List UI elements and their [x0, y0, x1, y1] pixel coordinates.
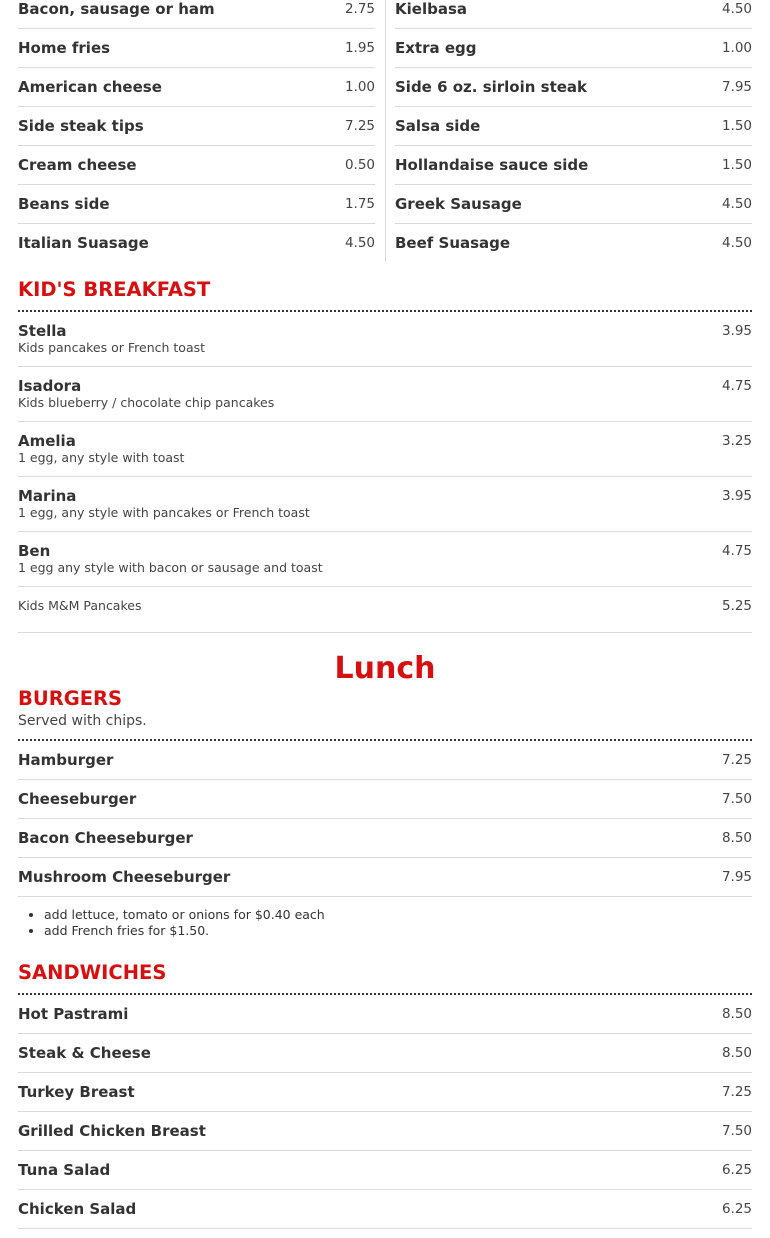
item-price: 4.75 [721, 378, 752, 394]
item-price: 1.50 [721, 118, 752, 134]
kids-breakfast-section [18, 278, 752, 633]
list-item [18, 1151, 752, 1190]
item-name: Cheeseburger [18, 790, 137, 808]
list-item [18, 1073, 752, 1112]
list-item [18, 146, 375, 185]
item-name: Extra egg [395, 39, 477, 57]
item-description: 1 egg, any style with toast [18, 450, 185, 465]
item-name: Marina [18, 487, 77, 505]
list-item [18, 858, 752, 897]
item-name: Stella [18, 322, 67, 340]
sides-left-column [18, 0, 386, 262]
item-price: 5.25 [721, 598, 752, 614]
item-description: Kids pancakes or French toast [18, 340, 206, 355]
item-price: 7.50 [721, 1123, 752, 1139]
item-name: Amelia [18, 432, 76, 450]
note-item: • add French fries for $1.50. [44, 923, 752, 939]
list-item [395, 224, 752, 262]
item-price: 1.00 [344, 79, 375, 95]
item-name: Ben [18, 542, 51, 560]
list-item [18, 107, 375, 146]
item-name: Hot Pastrami [18, 1005, 129, 1023]
item-name: Greek Sausage [395, 195, 522, 213]
item-name: Bacon, sausage or ham [18, 0, 215, 18]
list-item [18, 1190, 752, 1229]
burger-notes [18, 907, 752, 939]
list-item [18, 532, 752, 587]
menu-page [18, 0, 752, 1229]
item-name: Bacon Cheeseburger [18, 829, 193, 847]
item-description: Kids M&M Pancakes [18, 598, 142, 613]
list-item [18, 819, 752, 858]
item-price: 4.75 [721, 543, 752, 559]
list-item [395, 107, 752, 146]
list-item [18, 185, 375, 224]
section-title: KID'S BREAKFAST [18, 278, 211, 301]
list-item [18, 1034, 752, 1073]
item-price: 7.25 [721, 1084, 752, 1100]
list-item [395, 29, 752, 68]
item-price: 8.50 [721, 830, 752, 846]
item-price: 7.25 [721, 752, 752, 768]
list-item [18, 312, 752, 367]
item-name: Italian Suasage [18, 234, 149, 252]
item-price: 1.75 [344, 196, 375, 212]
item-name: Turkey Breast [18, 1083, 135, 1101]
item-name: Side 6 oz. sirloin steak [395, 78, 588, 96]
sandwiches-header [18, 961, 752, 995]
section-title: BURGERS [18, 687, 123, 710]
item-name: Isadora [18, 377, 82, 395]
list-item [18, 0, 375, 29]
item-name: Beef Suasage [395, 234, 511, 252]
item-name: Cream cheese [18, 156, 137, 174]
item-description: 1 egg any style with bacon or sausage and toast [18, 560, 323, 575]
item-price: 3.95 [721, 488, 752, 504]
section-subtitle: Served with chips. [18, 713, 147, 729]
list-item [395, 146, 752, 185]
item-price: 1.50 [721, 157, 752, 173]
sides-section [18, 0, 752, 262]
list-item [18, 1112, 752, 1151]
item-name: Salsa side [395, 117, 481, 135]
item-name: Mushroom Cheeseburger [18, 868, 231, 886]
list-item [18, 422, 752, 477]
list-item [18, 224, 375, 262]
item-price: 3.25 [721, 433, 752, 449]
item-name: Side steak tips [18, 117, 144, 135]
note-item: • add lettuce, tomato or onions for $0.40 each [44, 907, 752, 923]
item-price: 0.50 [344, 157, 375, 173]
list-item [18, 780, 752, 819]
item-description: 1 egg, any style with pancakes or French toast [18, 505, 310, 520]
item-name: Hamburger [18, 751, 114, 769]
list-item [18, 68, 375, 107]
item-name: Kielbasa [395, 0, 467, 18]
item-price: 1.00 [721, 40, 752, 56]
list-item [395, 68, 752, 107]
item-price: 8.50 [721, 1006, 752, 1022]
section-title: SANDWICHES [18, 961, 167, 984]
list-item [18, 477, 752, 532]
section-header [18, 278, 752, 312]
item-price: 2.75 [344, 1, 375, 17]
item-price: 4.50 [721, 196, 752, 212]
item-price: 6.25 [721, 1162, 752, 1178]
item-price: 4.50 [721, 1, 752, 17]
item-description: Kids blueberry / chocolate chip pancakes [18, 395, 275, 410]
lunch-title: Lunch [334, 651, 436, 686]
list-item [395, 0, 752, 29]
item-price: 4.50 [344, 235, 375, 251]
list-item [18, 367, 752, 422]
item-price: 7.95 [721, 869, 752, 885]
item-name: Grilled Chicken Breast [18, 1122, 206, 1140]
list-item [18, 995, 752, 1034]
item-price: 6.25 [721, 1201, 752, 1217]
item-price: 7.50 [721, 791, 752, 807]
item-name: Chicken Salad [18, 1200, 137, 1218]
item-name: Hollandaise sauce side [395, 156, 589, 174]
list-item [18, 741, 752, 780]
item-price: 1.95 [344, 40, 375, 56]
burgers-header [18, 687, 752, 741]
list-item [18, 29, 375, 68]
item-price: 4.50 [721, 235, 752, 251]
list-item [18, 587, 752, 633]
item-name: Home fries [18, 39, 111, 57]
item-name: Steak & Cheese [18, 1044, 151, 1062]
item-name: American cheese [18, 78, 162, 96]
list-item [395, 185, 752, 224]
item-price: 3.95 [721, 323, 752, 339]
lunch-section [18, 651, 752, 1229]
item-price: 7.95 [721, 79, 752, 95]
item-name: Tuna Salad [18, 1161, 111, 1179]
item-name: Beans side [18, 195, 110, 213]
item-price: 7.25 [344, 118, 375, 134]
item-price: 8.50 [721, 1045, 752, 1061]
sides-right-column [386, 0, 752, 262]
